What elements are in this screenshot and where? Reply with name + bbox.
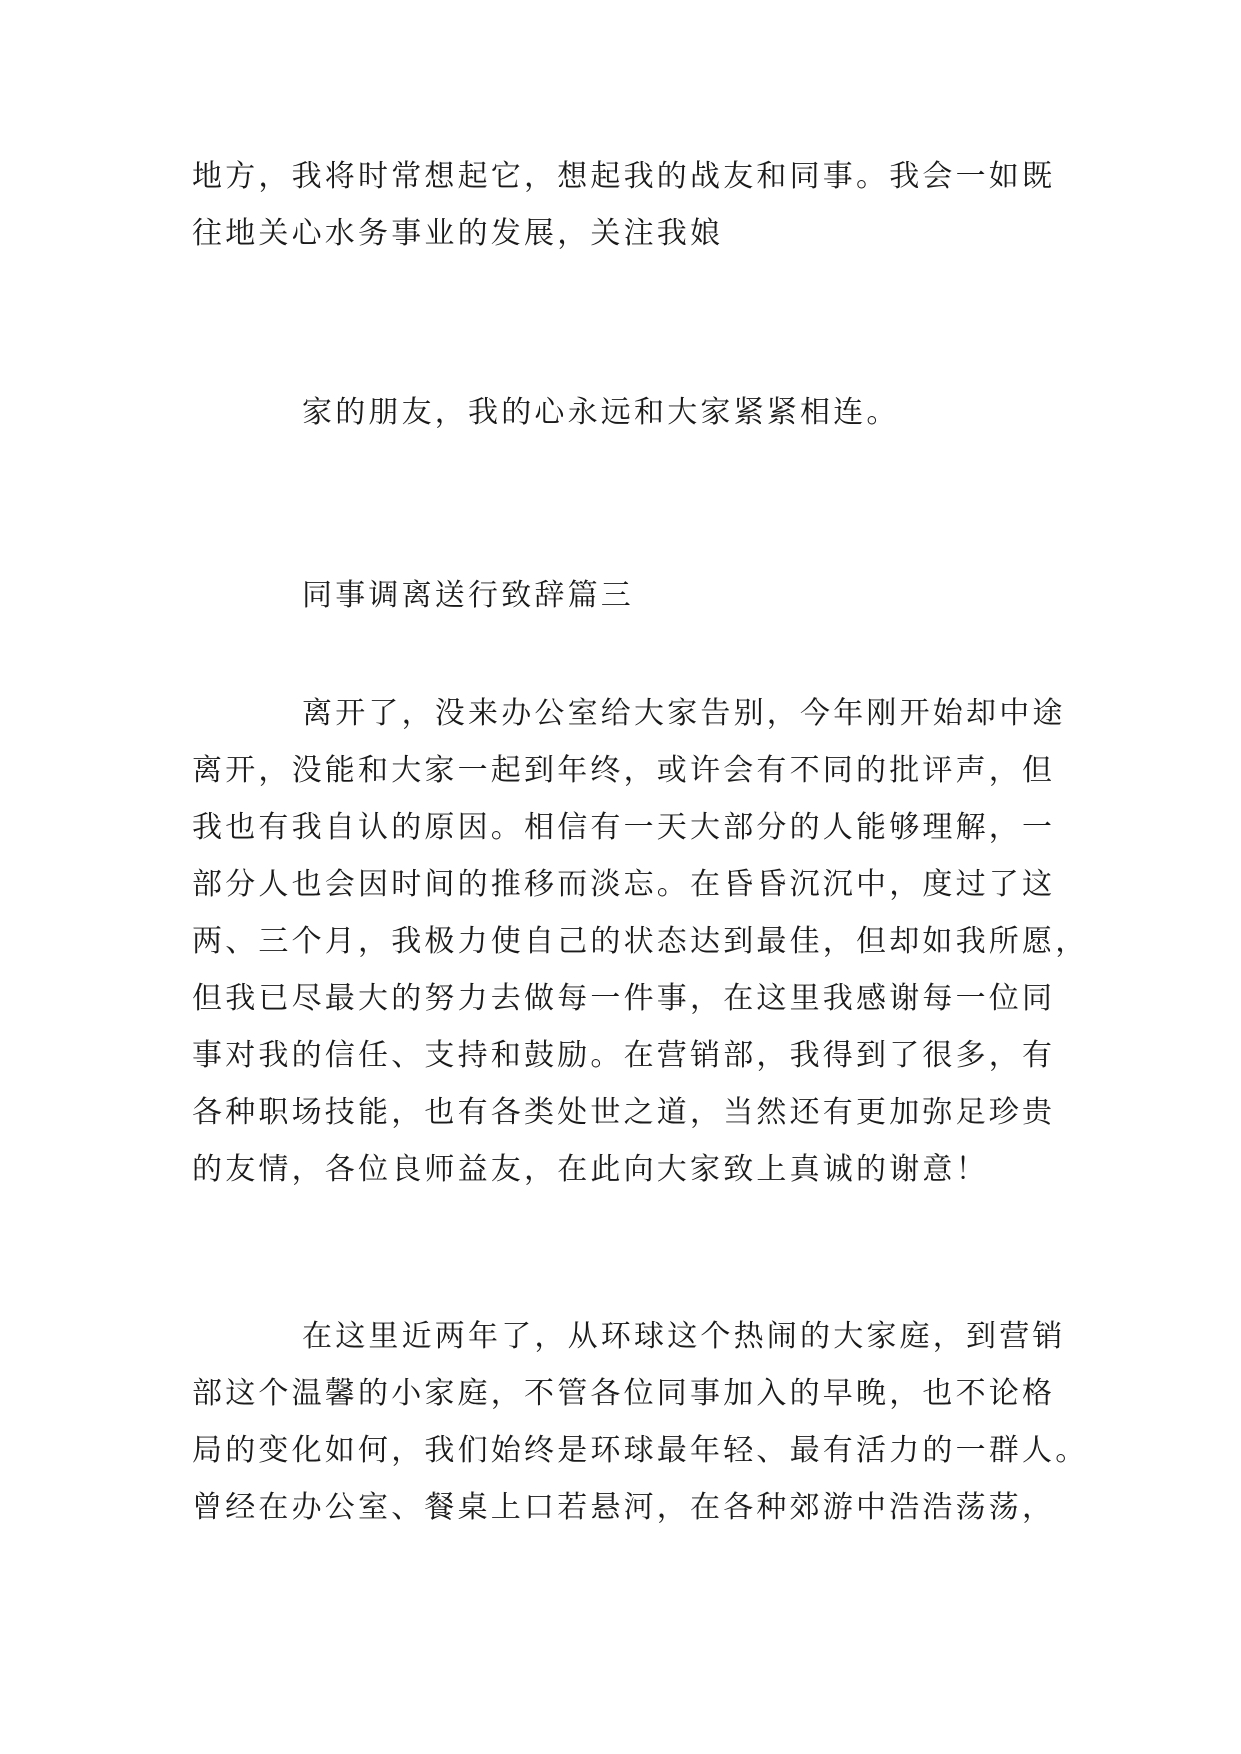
section-heading: 同事调离送行致辞篇三 — [302, 578, 634, 613]
paragraph-2 — [192, 384, 1062, 441]
paragraph-line: 离开，没能和大家一起到年终，或许会有不同的批评声，但 — [192, 753, 1056, 788]
paragraph-line: 地方，我将时常想起它，想起我的战友和同事。我会一如既 — [192, 159, 1056, 194]
paragraph-1 — [192, 148, 1062, 262]
paragraph-3 — [192, 685, 1089, 1198]
paragraph-line: 但我已尽最大的努力去做每一件事，在这里我感谢每一位同 — [192, 981, 1056, 1016]
paragraph-line: 的友情，各位良师益友，在此向大家致上真诚的谢意！ — [192, 1152, 989, 1187]
paragraph-line: 曾经在办公室、餐桌上口若悬河，在各种郊游中浩浩荡荡， — [192, 1490, 1056, 1525]
paragraph-line: 两、三个月，我极力使自己的状态达到最佳，但却如我所愿， — [192, 924, 1089, 959]
paragraph-4 — [192, 1308, 1089, 1536]
paragraph-line: 部这个温馨的小家庭，不管各位同事加入的早晚，也不论格 — [192, 1376, 1056, 1411]
paragraph-line: 部分人也会因时间的推移而淡忘。在昏昏沉沉中，度过了这 — [192, 867, 1056, 902]
paragraph-line: 往地关心水务事业的发展，关注我娘 — [192, 216, 724, 251]
paragraph-line: 各种职场技能，也有各类处世之道，当然还有更加弥足珍贵 — [192, 1095, 1056, 1130]
paragraph-line: 局的变化如何，我们始终是环球最年轻、最有活力的一群人。 — [192, 1433, 1089, 1468]
paragraph-line: 事对我的信任、支持和鼓励。在营销部，我得到了很多，有 — [192, 1038, 1056, 1073]
paragraph-line: 离开了，没来办公室给大家告别，今年刚开始却中途 — [302, 696, 1066, 731]
paragraph-line: 家的朋友，我的心永远和大家紧紧相连。 — [302, 395, 900, 430]
paragraph-line: 我也有我自认的原因。相信有一天大部分的人能够理解，一 — [192, 810, 1056, 845]
paragraph-line: 在这里近两年了，从环球这个热闹的大家庭，到营销 — [302, 1319, 1066, 1354]
